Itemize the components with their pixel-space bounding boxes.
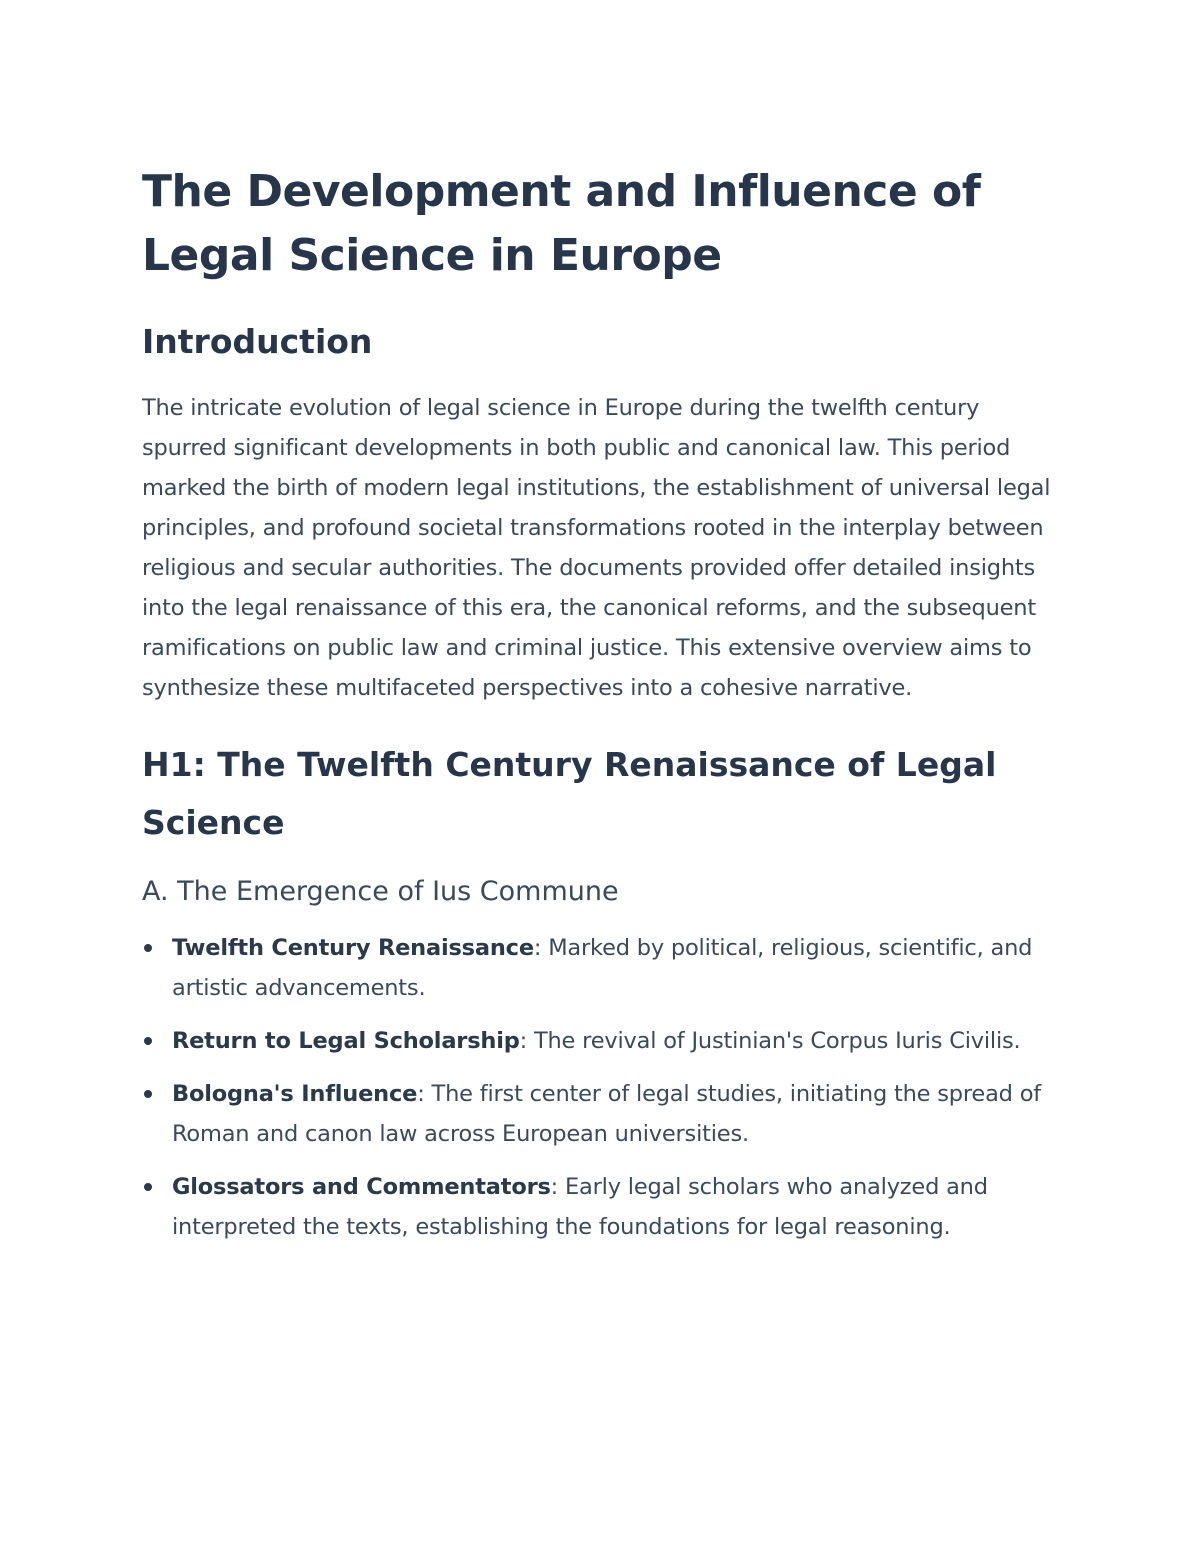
section-heading: H1: The Twelfth Century Renaissance of Legal Science: [142, 745, 997, 842]
list-item-term: Bologna's Influence: [172, 1081, 418, 1107]
list-item: [142, 1167, 1062, 1247]
list-item: [142, 928, 1062, 1008]
bullet-icon: [144, 1090, 152, 1098]
introduction-heading: Introduction: [142, 322, 373, 361]
list-item-description: : Marked by political, religious, scientific, and artistic advancements.: [172, 935, 1033, 1001]
list-item-description: : The revival of Justinian's Corpus Iuris Civilis.: [519, 1028, 1021, 1054]
bullet-list: [142, 928, 1062, 1247]
list-item: [142, 1074, 1062, 1154]
list-item: [142, 1021, 1062, 1061]
bullet-icon: [144, 944, 152, 952]
list-item-description: : Early legal scholars who analyzed and interpreted the texts, establishing the foundations for legal reasoning.: [172, 1174, 988, 1240]
bullet-icon: [144, 1037, 152, 1045]
list-item-term: Glossators and Commentators: [172, 1174, 551, 1200]
list-item-term: Return to Legal Scholarship: [172, 1028, 520, 1054]
introduction-paragraph: The intricate evolution of legal science in Europe during the twelfth century spurred significant developments in both public and canonical law. This period marked the birth of modern legal institutions, the establishment of universal legal principles, and profound societal transformations rooted in the interplay between religious and secular authorities. The documents provided offer detailed insights into the legal renaissance of this era, the canonical reforms, and the subsequent ramifications on public law and criminal justice. This extensive overview aims to synthesize these multifaceted perspectives into a cohesive narrative.: [142, 395, 1051, 701]
bullet-icon: [144, 1183, 152, 1191]
list-item-term: Twelfth Century Renaissance: [172, 935, 534, 961]
list-item-description: : The first center of legal studies, initiating the spread of Roman and canon law across European universities.: [172, 1081, 1041, 1147]
subsection-heading: A. The Emergence of Ius Commune: [142, 876, 619, 907]
document-page: [142, 160, 1062, 1260]
document-title: The Development and Influence of Legal Science in Europe: [142, 166, 981, 281]
